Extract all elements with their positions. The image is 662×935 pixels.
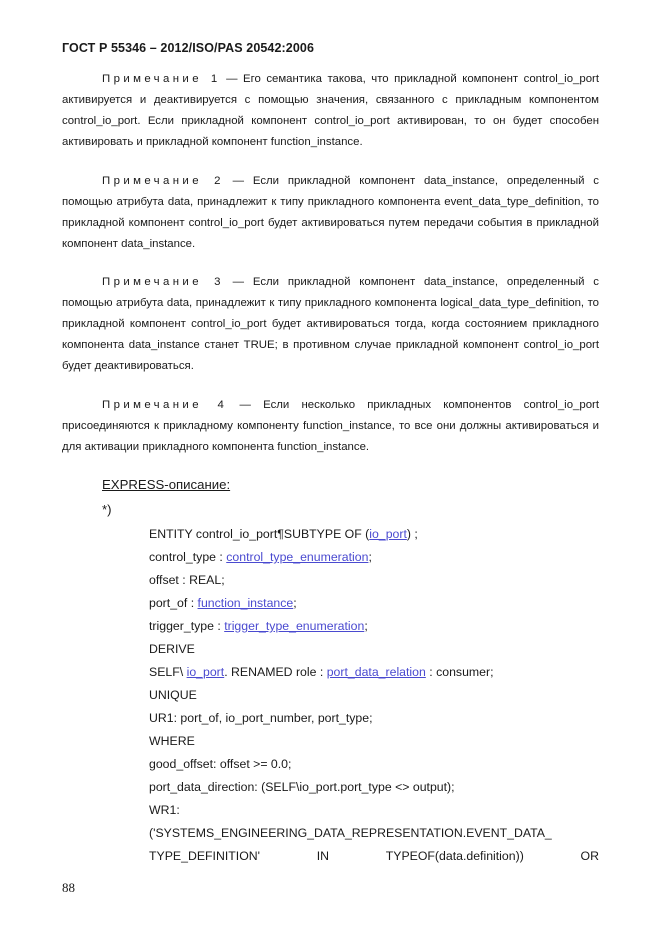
document-header: ГОСТ Р 55346 – 2012/ISO/PAS 20542:2006: [62, 41, 314, 55]
code-line: port_data_direction: (SELF\io_port.port_type <> output);: [149, 780, 455, 794]
express-open: *): [102, 502, 112, 517]
port-data-relation-link[interactable]: port_data_relation: [326, 665, 426, 679]
code-text: . RENAMED role :: [224, 665, 327, 679]
note-1-text: — Его семантика такова, что прикладной компонент control_io_port активируется и деактивируется с помощью значения, связанного с прикладным компонентом control_io_port. Если прикладной компонент control_io_port активирован, то он будет способен активировать и прикладной компонент function_instance.: [62, 73, 599, 148]
code-line: UNIQUE: [149, 688, 197, 702]
code-line: DERIVE: [149, 642, 195, 656]
code-text: ;: [293, 596, 297, 610]
note-3-text: — Если прикладной компонент data_instance, определенный с помощью атрибута data, принадлежит к типу прикладного компонента logical_data_type_definition, то прикладной компонент control_io_port будет активироваться тогда, когда состоянием прикладного компонента data_instance станет TRUE; в противном случае прикладной компонент control_io_port будет деактивироваться.: [62, 276, 599, 372]
note-3: [62, 272, 599, 377]
note-2-text: — Если прикладной компонент data_instance, определенный с помощью атрибута data, принадлежит к типу прикладного компонента event_data_type_definition, то прикладной компонент control_io_port будет активироваться путем передачи события в прикладной компонент data_instance.: [62, 175, 599, 250]
page-number: 88: [62, 880, 75, 895]
code-text: control_type :: [149, 550, 227, 564]
code-line: [149, 615, 599, 638]
code-text: ;: [368, 550, 372, 564]
code-text: ) ;: [406, 527, 418, 541]
note-3-label: Примечание 3: [102, 276, 224, 288]
code-line: UR1: port_of, io_port_number, port_type;: [149, 711, 373, 725]
code-text: port_of :: [149, 596, 198, 610]
code-line: offset : REAL;: [149, 573, 225, 587]
code-token: OR: [580, 849, 599, 863]
code-token: IN: [316, 849, 330, 863]
express-title: EXPRESS-описание:: [102, 477, 231, 492]
function-instance-link[interactable]: function_instance: [197, 596, 294, 610]
io-port-link[interactable]: io_port: [369, 527, 407, 541]
code-token: TYPE_DEFINITION': [149, 849, 260, 863]
code-text: ENTITY control_io_port¶SUBTYPE OF (: [149, 527, 370, 541]
code-line: ('SYSTEMS_ENGINEERING_DATA_REPRESENTATION.EVENT_DATA_: [149, 826, 552, 840]
code-line: [149, 523, 599, 546]
note-2: [62, 171, 599, 255]
code-text: : consumer;: [425, 665, 494, 679]
note-4: [62, 395, 599, 458]
code-token: TYPEOF(data.definition)): [385, 849, 524, 863]
note-1-label: Примечание 1: [102, 73, 221, 85]
code-text: trigger_type :: [149, 619, 225, 633]
note-4-label: Примечание 4: [102, 399, 228, 411]
note-2-label: Примечание 2: [102, 175, 224, 187]
code-line: [149, 592, 599, 615]
code-line: [149, 546, 599, 569]
code-line: WR1:: [149, 803, 180, 817]
code-text: SELF\: [149, 665, 187, 679]
code-line: good_offset: offset >= 0.0;: [149, 757, 292, 771]
io-port-link[interactable]: io_port: [186, 665, 225, 679]
control-type-enumeration-link[interactable]: control_type_enumeration: [226, 550, 369, 564]
code-line: WHERE: [149, 734, 195, 748]
code-line: [149, 845, 599, 868]
note-1: [62, 69, 599, 153]
code-line: [149, 661, 599, 684]
express-code: [149, 523, 599, 868]
trigger-type-enumeration-link[interactable]: trigger_type_enumeration: [224, 619, 365, 633]
note-4-text: — Если несколько прикладных компонентов control_io_port присоединяются к прикладному компоненту function_instance, то все они должны активироваться и для активации прикладного компонента function_instance.: [62, 399, 599, 453]
code-text: ;: [364, 619, 368, 633]
